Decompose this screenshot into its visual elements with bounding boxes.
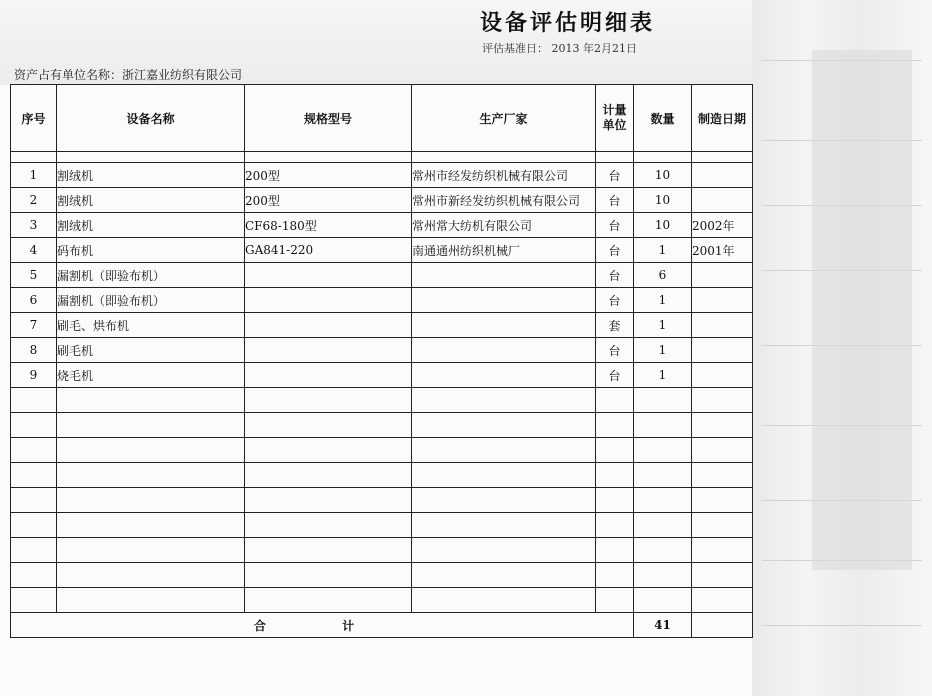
cell-date [692, 363, 753, 388]
cell-spec [245, 313, 412, 338]
base-date [482, 40, 637, 56]
cell-maker [412, 288, 596, 313]
empty-row [11, 438, 753, 463]
cell-spec: GA841-220 [245, 238, 412, 263]
cell-unit: 台 [596, 213, 634, 238]
cell-unit: 台 [596, 338, 634, 363]
cell-name: 刷毛、烘布机 [57, 313, 245, 338]
cell-no: 7 [11, 313, 57, 338]
cell-name: 码布机 [57, 238, 245, 263]
cell-name: 烧毛机 [57, 363, 245, 388]
cell-maker [412, 363, 596, 388]
base-date-label: 评估基准日： [482, 42, 548, 55]
cell-name: 割绒机 [57, 213, 245, 238]
table-row [11, 288, 753, 313]
cell-unit: 台 [596, 263, 634, 288]
cell-date [692, 288, 753, 313]
table-row [11, 238, 753, 263]
cell-qty: 1 [634, 313, 692, 338]
header-maker: 生产厂家 [412, 85, 596, 152]
cell-name: 漏割机（即验布机） [57, 263, 245, 288]
table-row [11, 363, 753, 388]
empty-row [11, 538, 753, 563]
cell-name: 割绒机 [57, 163, 245, 188]
cell-no: 1 [11, 163, 57, 188]
table-row [11, 188, 753, 213]
cell-no: 4 [11, 238, 57, 263]
cell-date [692, 263, 753, 288]
cell-spec: CF68-180型 [245, 213, 412, 238]
cell-maker [412, 263, 596, 288]
cell-date: 2001年 [692, 238, 753, 263]
cell-maker: 南通通州纺织机械厂 [412, 238, 596, 263]
cell-qty: 10 [634, 163, 692, 188]
equipment-table [10, 84, 753, 638]
cell-spec [245, 338, 412, 363]
header-spec: 规格型号 [245, 85, 412, 152]
cell-name: 漏割机（即验布机） [57, 288, 245, 313]
cell-qty: 6 [634, 263, 692, 288]
header-name: 设备名称 [57, 85, 245, 152]
cell-qty: 1 [634, 363, 692, 388]
header-gap-row [11, 152, 753, 163]
cell-name: 割绒机 [57, 188, 245, 213]
cell-unit: 台 [596, 363, 634, 388]
cell-date [692, 163, 753, 188]
cell-no: 2 [11, 188, 57, 213]
base-date-value: 2013 年2月21日 [551, 42, 637, 55]
document-title: 设备评估明细表 [480, 11, 656, 36]
empty-row [11, 588, 753, 613]
cell-no: 6 [11, 288, 57, 313]
total-label: 合 计 [11, 613, 634, 638]
table-row [11, 313, 753, 338]
table-row [11, 163, 753, 188]
cell-date [692, 313, 753, 338]
empty-row [11, 563, 753, 588]
header-unit-line1: 计量 [602, 103, 627, 117]
empty-row [11, 413, 753, 438]
empty-row [11, 463, 753, 488]
cell-spec [245, 363, 412, 388]
owner-label: 资产占有单位名称： [14, 68, 123, 82]
cell-date [692, 338, 753, 363]
header-unit-line2: 单位 [602, 118, 627, 132]
header-no: 序号 [11, 85, 57, 152]
total-qty: 41 [634, 613, 692, 638]
cell-maker: 常州常大纺机有限公司 [412, 213, 596, 238]
bleed-through-sheet [752, 0, 932, 696]
header-unit [596, 85, 634, 152]
table-row [11, 213, 753, 238]
cell-qty: 1 [634, 338, 692, 363]
cell-maker [412, 313, 596, 338]
cell-date [692, 188, 753, 213]
owner-unit [14, 66, 242, 83]
cell-date: 2002年 [692, 213, 753, 238]
table-row [11, 263, 753, 288]
cell-qty: 1 [634, 288, 692, 313]
owner-value: 浙江嘉业纺织有限公司 [122, 68, 243, 82]
cell-spec: 200型 [245, 163, 412, 188]
empty-row [11, 388, 753, 413]
cell-qty: 10 [634, 213, 692, 238]
header-qty: 数量 [634, 85, 692, 152]
cell-name: 刷毛机 [57, 338, 245, 363]
cell-qty: 1 [634, 238, 692, 263]
table-header-row [11, 85, 753, 152]
cell-no: 8 [11, 338, 57, 363]
cell-no: 9 [11, 363, 57, 388]
cell-spec [245, 263, 412, 288]
cell-qty: 10 [634, 188, 692, 213]
cell-no: 3 [11, 213, 57, 238]
total-row [11, 613, 753, 638]
cell-unit: 台 [596, 163, 634, 188]
cell-maker: 常州市新经发纺织机械有限公司 [412, 188, 596, 213]
cell-no: 5 [11, 263, 57, 288]
cell-maker: 常州市经发纺织机械有限公司 [412, 163, 596, 188]
cell-maker [412, 338, 596, 363]
header-date: 制造日期 [692, 85, 753, 152]
table-row [11, 338, 753, 363]
total-date [692, 613, 753, 638]
empty-row [11, 513, 753, 538]
cell-unit: 套 [596, 313, 634, 338]
cell-unit: 台 [596, 288, 634, 313]
cell-unit: 台 [596, 238, 634, 263]
empty-row [11, 488, 753, 513]
cell-spec [245, 288, 412, 313]
cell-unit: 台 [596, 188, 634, 213]
cell-spec: 200型 [245, 188, 412, 213]
